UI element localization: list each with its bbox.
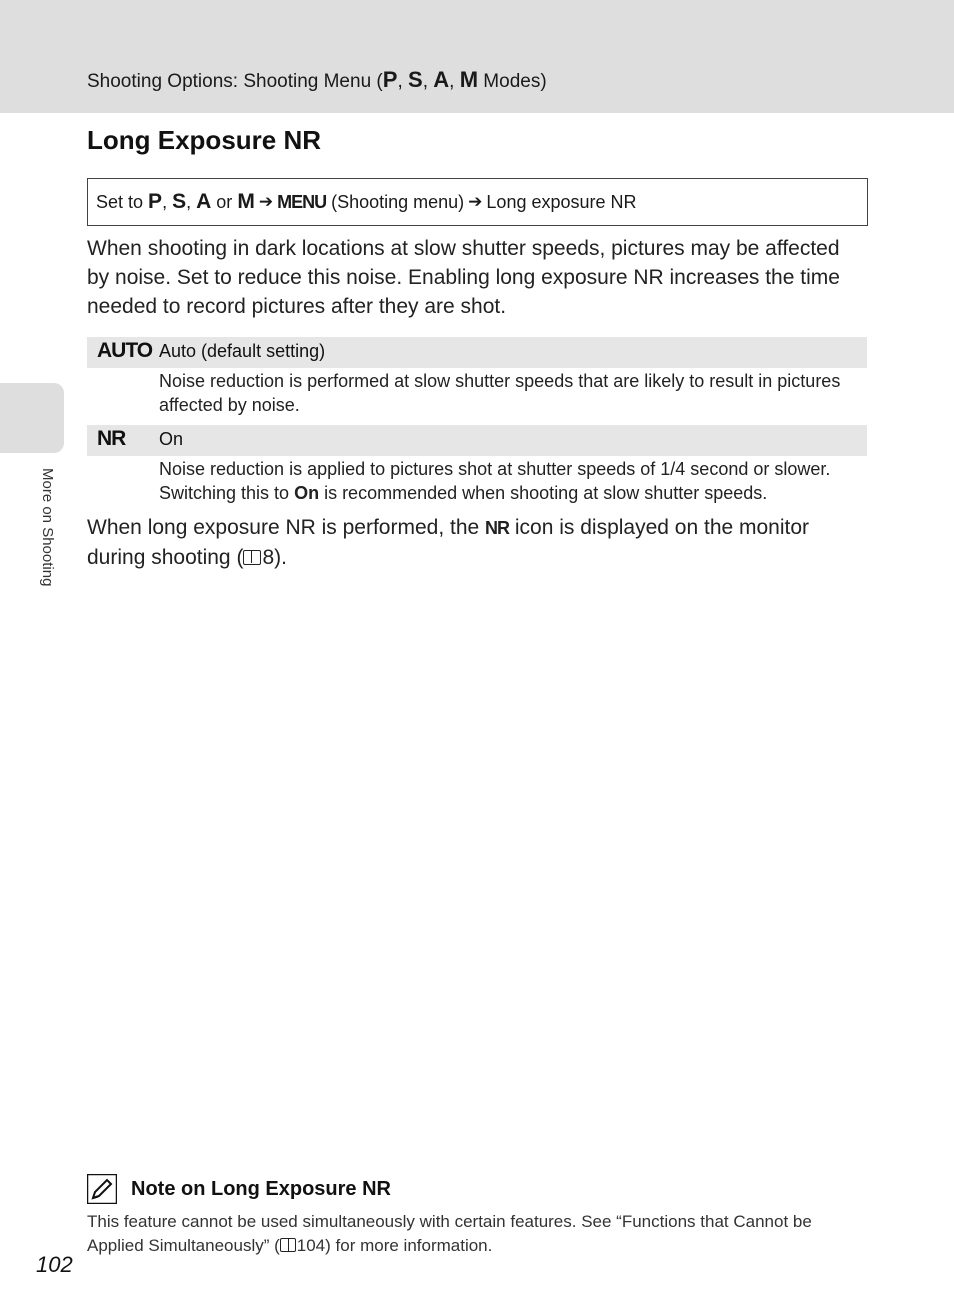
section-label-text: More on Shooting [39, 468, 56, 587]
arrow-right-icon: ➔ [468, 192, 483, 211]
arrow-right-icon: ➔ [258, 192, 274, 211]
nav-or: or [216, 191, 233, 212]
mode-a-icon: A [196, 190, 212, 213]
long-exposure-nr-icon: NR [97, 427, 126, 450]
book-reference-icon [243, 550, 261, 565]
after-text: When long exposure NR is performed, the [87, 516, 486, 539]
book-reference-icon [280, 1238, 296, 1252]
intro-paragraph: When shooting in dark locations at slow shutter speeds, pictures may be affected by noise. Set to reduce this noise. Enabling long exposure NR increases the time needed to record pictures after they are shot. [87, 237, 840, 318]
option-desc-part: is recommended when shooting at slow shutter speeds. [319, 482, 768, 503]
mode-s-icon: S [172, 190, 187, 213]
option-label: Auto (default setting) [159, 341, 326, 361]
pencil-note-icon [87, 1174, 117, 1204]
section-tab [0, 383, 64, 453]
option-row-on [87, 425, 867, 456]
header-prefix: Shooting Options: Shooting Menu ( [87, 71, 383, 92]
nav-target: Long exposure NR [486, 191, 637, 212]
header-sep: , [397, 71, 408, 92]
mode-p-icon: P [148, 190, 163, 213]
option-desc-part: Noise reduction is applied to pictures shot at shutter speeds of 1/4 second or slower. Switching this to [159, 459, 831, 503]
page-reference: 8 [262, 546, 275, 569]
monitor-note-paragraph [87, 513, 867, 573]
mode-a-icon: A [433, 67, 450, 92]
mode-p-icon: P [382, 67, 398, 92]
section-label [38, 468, 58, 628]
after-text: ). [274, 546, 287, 569]
note-text: This feature cannot be used simultaneously with certain features. See “Functions that Cannot be Applied Simultaneously” ( [87, 1212, 812, 1255]
note-title: Note on Long Exposure NR [131, 1178, 391, 1200]
long-exposure-nr-icon: NR [485, 518, 510, 538]
nav-menu-text: (Shooting menu) [331, 191, 465, 212]
menu-path-box: Set to P , S , A or M ➔ MENU (Shooting menu) ➔ Long exposure NR [87, 178, 868, 226]
mode-m-icon: M [237, 190, 255, 213]
header-band [0, 0, 954, 113]
auto-icon: AUTO [97, 339, 153, 362]
page-title: Long Exposure NR [87, 125, 322, 155]
page-number: 102 [36, 1252, 73, 1277]
page-reference: 104 [296, 1236, 326, 1255]
after-text: icon is displayed on the monitor during shooting ( [87, 516, 810, 569]
header-sep: , [422, 71, 434, 92]
nav-set-to: Set to [96, 191, 144, 212]
running-header [87, 67, 547, 93]
note-text: ) for more information. [325, 1236, 493, 1255]
option-label: On [159, 429, 184, 449]
mode-m-icon: M [459, 67, 479, 92]
option-description: Noise reduction is performed at slow shutter speeds that are likely to result in pictures affected by noise. [159, 371, 841, 415]
option-desc-bold: On [294, 482, 320, 503]
mode-s-icon: S [408, 67, 423, 92]
header-suffix: Modes) [478, 71, 547, 92]
option-row-auto [87, 337, 867, 368]
note-body [87, 1210, 867, 1258]
menu-button-icon: MENU [277, 191, 327, 212]
option-description [159, 458, 864, 505]
header-sep: , [449, 71, 460, 92]
